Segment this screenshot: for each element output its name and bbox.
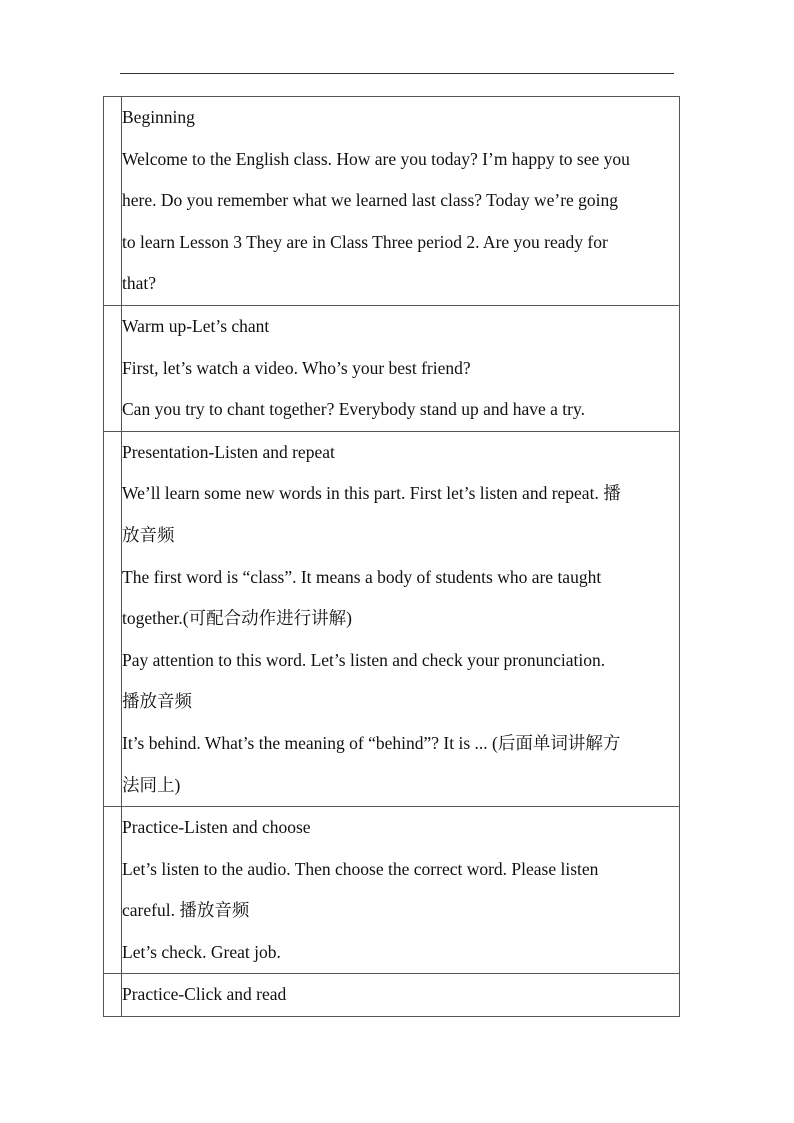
content-cell-presentation (122, 431, 680, 806)
text-line: 法同上) (122, 774, 181, 795)
text-line: We’ll learn some new words in this part. First let’s listen and repeat. 播 (122, 483, 621, 504)
text-line: 放音频 (122, 524, 175, 545)
text-line: Let’s listen to the audio. Then choose the correct word. Please listen (122, 858, 599, 879)
text-line: Welcome to the English class. How are you today? I’m happy to see you (122, 148, 630, 169)
table-row-click-and-read (104, 974, 680, 1017)
text-line: here. Do you remember what we learned last class? Today we’re going (122, 190, 619, 211)
table-row-listen-and-choose (104, 807, 680, 974)
content-cell-click-and-read (122, 974, 680, 1017)
text-line: that? (122, 273, 157, 294)
section-heading: Warm up-Let’s chant (122, 315, 270, 336)
text-line: Let’s check. Great job. (122, 941, 281, 962)
left-column-cell (104, 97, 122, 306)
lesson-plan-table (103, 96, 680, 1017)
left-column-cell (104, 807, 122, 974)
section-heading: Practice-Listen and choose (122, 817, 311, 838)
text-line: First, let’s watch a video. Who’s your best friend? (122, 357, 471, 378)
left-column-cell (104, 305, 122, 431)
section-heading: Practice-Click and read (122, 984, 287, 1005)
section-heading: Presentation-Listen and repeat (122, 441, 335, 462)
text-line: careful. 播放音频 (122, 900, 250, 921)
section-heading: Beginning (122, 107, 195, 127)
text-line: to learn Lesson 3 They are in Class Three period 2. Are you ready for (122, 231, 608, 252)
text-line: together.(可配合动作进行讲解) (122, 608, 352, 629)
table-row-beginning (104, 97, 680, 306)
left-column-cell (104, 974, 122, 1017)
header-rule (120, 73, 674, 74)
content-cell-beginning (122, 97, 680, 306)
left-column-cell (104, 431, 122, 806)
content-cell-listen-and-choose (122, 807, 680, 974)
text-line: Can you try to chant together? Everybody stand up and have a try. (122, 399, 585, 420)
content-cell-warm-up (122, 305, 680, 431)
text-line: It’s behind. What’s the meaning of “behind”? It is ... (后面单词讲解方 (122, 732, 621, 753)
text-line: The first word is “class”. It means a body of students who are taught (122, 566, 602, 587)
text-line: Pay attention to this word. Let’s listen and check your pronunciation. (122, 649, 606, 670)
text-line: 播放音频 (122, 691, 192, 712)
table-row-warm-up (104, 305, 680, 431)
table-row-presentation (104, 431, 680, 806)
